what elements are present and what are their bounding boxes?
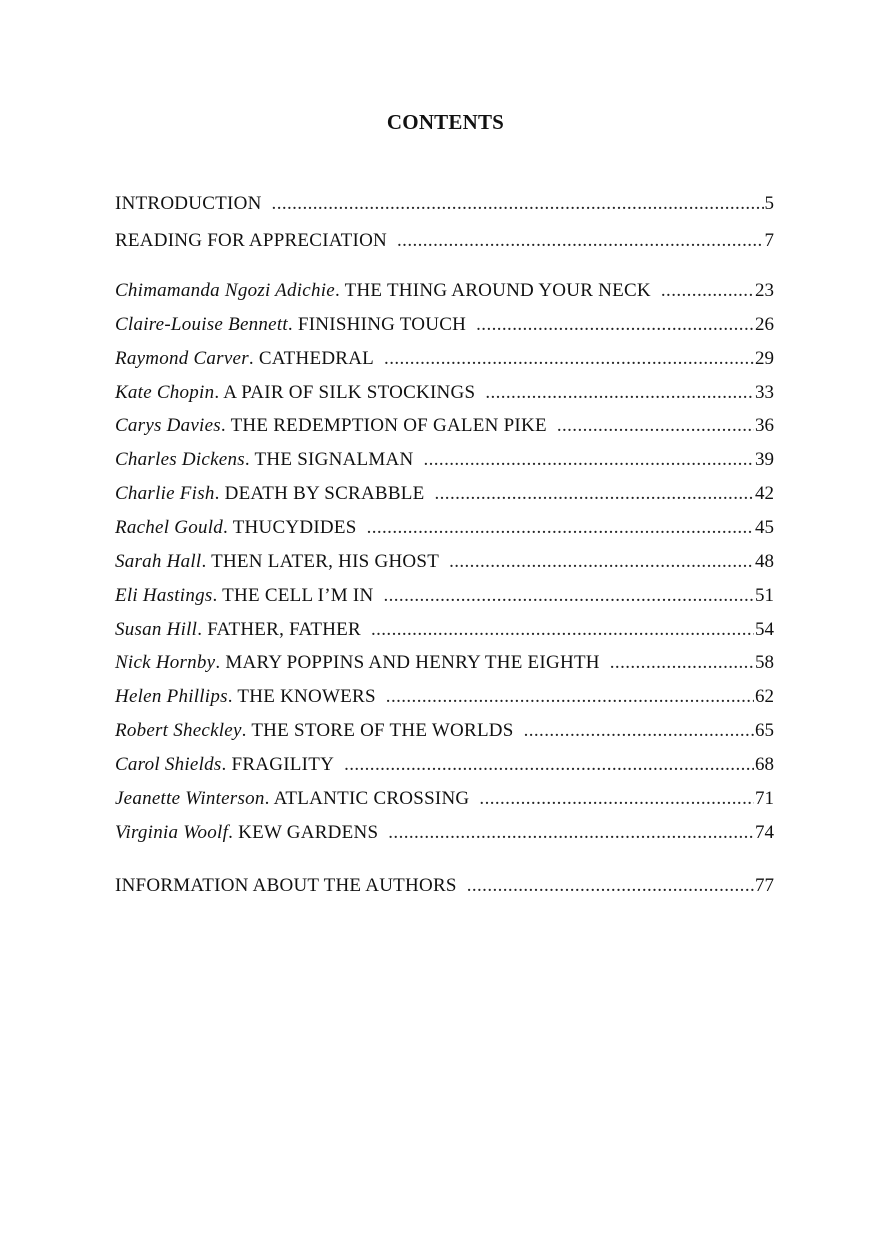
toc-page-number: 26 <box>755 314 774 335</box>
story-author: Carys Davies <box>115 415 221 436</box>
toc-entry-label: INFORMATION ABOUT THE AUTHORS <box>115 875 457 896</box>
dot-leader <box>388 819 754 847</box>
story-author: Rachel Gould <box>115 517 224 538</box>
toc-page-number: 74 <box>755 822 774 843</box>
toc-entry-story[interactable]: Charlie Fish. DEATH BY SCRABBLE ..... 42 <box>115 480 774 508</box>
toc-page-number: 65 <box>755 720 774 741</box>
page-title: CONTENTS <box>386 110 505 134</box>
dot-leader <box>476 311 754 339</box>
dot-leader <box>661 277 754 305</box>
toc-page-number: 48 <box>755 551 774 572</box>
dot-leader <box>467 872 754 900</box>
dot-leader <box>423 446 754 474</box>
toc-page-number: 42 <box>755 483 774 504</box>
story-title: THE REDEMPTION OF GALEN PIKE <box>230 415 547 436</box>
dot-leader <box>557 412 754 440</box>
toc-entry-story[interactable]: Carol Shields. FRAGILITY ..... 68 <box>115 751 774 779</box>
story-author: Robert Sheckley <box>115 720 242 741</box>
toc-page-number: 39 <box>755 449 774 470</box>
toc-page-number: 77 <box>755 875 774 896</box>
toc-entry-introduction[interactable] <box>115 190 774 218</box>
story-author: Jeanette Winterson <box>115 788 265 809</box>
toc-entry-story[interactable]: Claire-Louise Bennett. FINISHING TOUCH ..... 26 <box>115 311 774 339</box>
toc-page-number: 7 <box>764 230 774 251</box>
toc-page-number: 29 <box>755 348 774 369</box>
dot-leader <box>524 717 754 745</box>
story-title: ATLANTIC CROSSING <box>273 788 470 809</box>
dot-leader <box>610 649 754 677</box>
toc-entry-story[interactable]: Charles Dickens. THE SIGNALMAN ..... 39 <box>115 446 774 474</box>
dot-leader <box>272 190 764 218</box>
story-title: THE SIGNALMAN <box>254 449 414 470</box>
toc-page-number: 45 <box>755 517 774 538</box>
toc-entry-story[interactable]: Sarah Hall. THEN LATER, HIS GHOST ..... 48 <box>115 548 774 576</box>
dot-leader <box>485 379 754 407</box>
toc-page-number: 58 <box>755 652 774 673</box>
story-author: Susan Hill <box>115 619 198 640</box>
story-author: Kate Chopin <box>115 382 215 403</box>
story-title: THE KNOWERS <box>237 686 376 707</box>
toc-page-number: 54 <box>755 619 774 640</box>
story-author: Nick Hornby <box>115 652 216 673</box>
dot-leader <box>367 514 754 542</box>
toc-page-number: 62 <box>755 686 774 707</box>
story-title: FRAGILITY <box>231 754 335 775</box>
toc-page-number: 71 <box>755 788 774 809</box>
toc-entry-story[interactable]: Susan Hill. FATHER, FATHER ..... 54 <box>115 616 774 644</box>
story-author: Virginia Woolf <box>115 822 229 843</box>
toc-entry-story[interactable]: Robert Sheckley. THE STORE OF THE WORLDS ..... 65 <box>115 717 774 745</box>
story-title: THE STORE OF THE WORLDS <box>251 720 514 741</box>
story-title: DEATH BY SCRABBLE <box>224 483 425 504</box>
story-author: Sarah Hall <box>115 551 202 572</box>
story-title: FINISHING TOUCH <box>297 314 467 335</box>
toc-entry-story[interactable]: Kate Chopin. A PAIR OF SILK STOCKINGS ..... 33 <box>115 379 774 407</box>
story-title: THE THING AROUND YOUR NECK <box>344 280 651 301</box>
story-title: CATHEDRAL <box>258 348 375 369</box>
story-title: THEN LATER, HIS GHOST <box>211 551 440 572</box>
toc-page-number: 5 <box>764 193 774 214</box>
toc-entry-reading-for-appreciation[interactable] <box>115 227 774 255</box>
dot-leader <box>397 227 763 255</box>
toc-entry-story[interactable]: Eli Hastings. THE CELL I’M IN ..... 51 <box>115 582 774 610</box>
toc-entry-information-about-the-authors[interactable] <box>115 872 774 900</box>
toc-page-number: 33 <box>755 382 774 403</box>
story-title: THE CELL I’M IN <box>222 585 374 606</box>
story-author: Eli Hastings <box>115 585 213 606</box>
dot-leader <box>383 582 754 610</box>
toc-page-number: 36 <box>755 415 774 436</box>
toc-entry-label: INTRODUCTION <box>115 193 262 214</box>
story-title: THUCYDIDES <box>232 517 357 538</box>
toc-page-number: 51 <box>755 585 774 606</box>
toc-page-number: 23 <box>755 280 774 301</box>
story-author: Charlie Fish <box>115 483 215 504</box>
story-author: Claire-Louise Bennett <box>115 314 288 335</box>
toc-entry-label: READING FOR APPRECIATION <box>115 230 388 251</box>
dot-leader <box>386 683 754 711</box>
dot-leader <box>479 785 754 813</box>
story-author: Charles Dickens <box>115 449 245 470</box>
story-author: Carol Shields <box>115 754 222 775</box>
toc-entry-story[interactable]: Nick Hornby. MARY POPPINS AND HENRY THE EIGHTH ..... 58 <box>115 649 774 677</box>
dot-leader <box>344 751 754 779</box>
dot-leader <box>371 616 754 644</box>
toc-entry-story[interactable]: Virginia Woolf. KEW GARDENS ..... 74 <box>115 819 774 847</box>
dot-leader <box>435 480 755 508</box>
toc-entry-story[interactable]: Jeanette Winterson. ATLANTIC CROSSING ..... 71 <box>115 785 774 813</box>
story-title: MARY POPPINS AND HENRY THE EIGHTH <box>225 652 600 673</box>
toc-entry-story[interactable]: Carys Davies. THE REDEMPTION OF GALEN PIKE ..... 36 <box>115 412 774 440</box>
story-author: Chimamanda Ngozi Adichie <box>115 280 335 301</box>
dot-leader <box>384 345 754 373</box>
toc-entry-story[interactable]: Rachel Gould. THUCYDIDES ..... 45 <box>115 514 774 542</box>
story-author: Helen Phillips <box>115 686 228 707</box>
toc-page-number: 68 <box>755 754 774 775</box>
toc-entry-story[interactable]: Raymond Carver. CATHEDRAL ..... 29 <box>115 345 774 373</box>
toc-entry-story[interactable]: Chimamanda Ngozi Adichie. THE THING AROUND YOUR NECK ..... 23 <box>115 277 774 305</box>
story-author: Raymond Carver <box>115 348 249 369</box>
toc-entry-story[interactable]: Helen Phillips. THE KNOWERS ..... 62 <box>115 683 774 711</box>
story-title: A PAIR OF SILK STOCKINGS <box>223 382 476 403</box>
dot-leader <box>449 548 754 576</box>
story-title: FATHER, FATHER <box>207 619 361 640</box>
story-title: KEW GARDENS <box>238 822 379 843</box>
